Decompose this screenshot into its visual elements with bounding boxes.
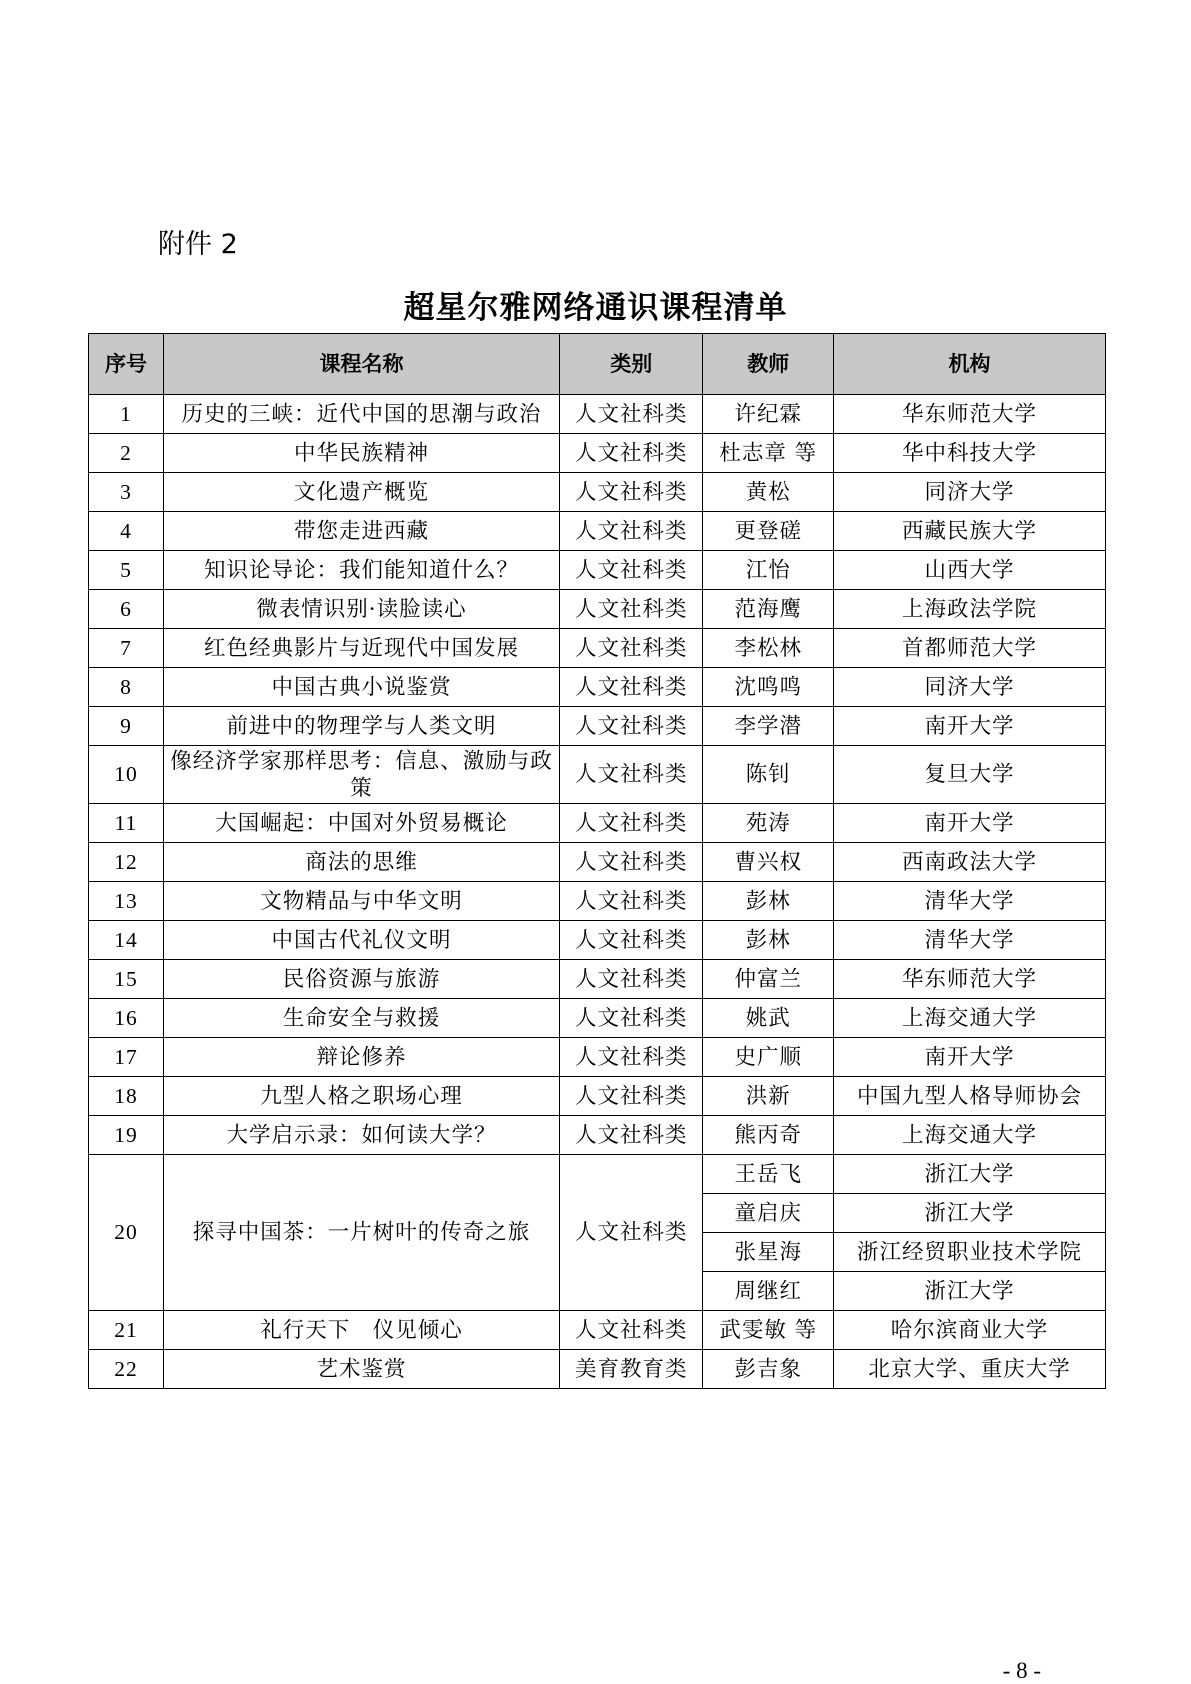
course-category: 人文社科类 bbox=[560, 1311, 703, 1350]
course-category: 人文社科类 bbox=[560, 473, 703, 512]
course-category: 人文社科类 bbox=[560, 804, 703, 843]
teacher-name: 彭吉象 bbox=[703, 1350, 834, 1389]
course-category: 人文社科类 bbox=[560, 668, 703, 707]
row-index: 21 bbox=[89, 1311, 164, 1350]
row-index: 12 bbox=[89, 843, 164, 882]
table-row bbox=[89, 746, 1106, 804]
course-category: 人文社科类 bbox=[560, 1116, 703, 1155]
course-name: 像经济学家那样思考：信息、激励与政策 bbox=[163, 746, 559, 804]
table-row bbox=[89, 804, 1106, 843]
table-row bbox=[89, 395, 1106, 434]
course-category: 人文社科类 bbox=[560, 921, 703, 960]
table-row bbox=[89, 1077, 1106, 1116]
teacher-name: 江怡 bbox=[703, 551, 834, 590]
institution-name: 清华大学 bbox=[834, 882, 1106, 921]
table-row bbox=[89, 882, 1106, 921]
table-body bbox=[89, 395, 1106, 1389]
course-category: 人文社科类 bbox=[560, 434, 703, 473]
course-name: 中国古代礼仪文明 bbox=[163, 921, 559, 960]
table-row bbox=[89, 512, 1106, 551]
course-name: 带您走进西藏 bbox=[163, 512, 559, 551]
table-row bbox=[89, 1155, 1106, 1194]
column-header-course: 课程名称 bbox=[163, 334, 559, 395]
column-header-institution: 机构 bbox=[834, 334, 1106, 395]
table-row bbox=[89, 1038, 1106, 1077]
teacher-name: 童启庆 bbox=[703, 1194, 834, 1233]
table-row bbox=[89, 999, 1106, 1038]
row-index: 7 bbox=[89, 629, 164, 668]
course-category: 人文社科类 bbox=[560, 1038, 703, 1077]
course-name: 探寻中国茶：一片树叶的传奇之旅 bbox=[163, 1155, 559, 1311]
row-index: 8 bbox=[89, 668, 164, 707]
teacher-name: 更登磋 bbox=[703, 512, 834, 551]
teacher-name: 周继红 bbox=[703, 1272, 834, 1311]
course-name: 中国古典小说鉴赏 bbox=[163, 668, 559, 707]
teacher-name: 姚武 bbox=[703, 999, 834, 1038]
row-index: 17 bbox=[89, 1038, 164, 1077]
teacher-name: 陈钊 bbox=[703, 746, 834, 804]
course-category: 人文社科类 bbox=[560, 590, 703, 629]
institution-name: 浙江大学 bbox=[834, 1194, 1106, 1233]
table-row bbox=[89, 668, 1106, 707]
attachment-label: 附件 2 bbox=[158, 229, 238, 260]
course-name: 商法的思维 bbox=[163, 843, 559, 882]
table-row bbox=[89, 434, 1106, 473]
course-name: 艺术鉴赏 bbox=[163, 1350, 559, 1389]
institution-name: 华中科技大学 bbox=[834, 434, 1106, 473]
table-row bbox=[89, 707, 1106, 746]
table-row bbox=[89, 960, 1106, 999]
course-name: 九型人格之职场心理 bbox=[163, 1077, 559, 1116]
institution-name: 浙江经贸职业技术学院 bbox=[834, 1233, 1106, 1272]
teacher-name: 李学潜 bbox=[703, 707, 834, 746]
row-index: 9 bbox=[89, 707, 164, 746]
row-index: 15 bbox=[89, 960, 164, 999]
institution-name: 复旦大学 bbox=[834, 746, 1106, 804]
row-index: 1 bbox=[89, 395, 164, 434]
row-index: 18 bbox=[89, 1077, 164, 1116]
teacher-name: 曹兴权 bbox=[703, 843, 834, 882]
row-index: 16 bbox=[89, 999, 164, 1038]
institution-name: 上海政法学院 bbox=[834, 590, 1106, 629]
row-index: 22 bbox=[89, 1350, 164, 1389]
teacher-name: 李松林 bbox=[703, 629, 834, 668]
course-category: 人文社科类 bbox=[560, 746, 703, 804]
institution-name: 南开大学 bbox=[834, 707, 1106, 746]
table-row bbox=[89, 551, 1106, 590]
course-category: 人文社科类 bbox=[560, 629, 703, 668]
institution-name: 首都师范大学 bbox=[834, 629, 1106, 668]
course-category: 人文社科类 bbox=[560, 395, 703, 434]
column-header-category: 类别 bbox=[560, 334, 703, 395]
course-name: 中华民族精神 bbox=[163, 434, 559, 473]
course-name: 微表情识别·读脸读心 bbox=[163, 590, 559, 629]
teacher-name: 史广顺 bbox=[703, 1038, 834, 1077]
course-name: 前进中的物理学与人类文明 bbox=[163, 707, 559, 746]
row-index: 2 bbox=[89, 434, 164, 473]
table-row bbox=[89, 1350, 1106, 1389]
table-row bbox=[89, 629, 1106, 668]
teacher-name: 黄松 bbox=[703, 473, 834, 512]
institution-name: 南开大学 bbox=[834, 804, 1106, 843]
course-name: 辩论修养 bbox=[163, 1038, 559, 1077]
course-category: 人文社科类 bbox=[560, 551, 703, 590]
course-category: 人文社科类 bbox=[560, 1077, 703, 1116]
table-row bbox=[89, 1311, 1106, 1350]
table-row bbox=[89, 590, 1106, 629]
row-index: 13 bbox=[89, 882, 164, 921]
teacher-name: 彭林 bbox=[703, 882, 834, 921]
course-category: 人文社科类 bbox=[560, 512, 703, 551]
institution-name: 西藏民族大学 bbox=[834, 512, 1106, 551]
course-name: 生命安全与救援 bbox=[163, 999, 559, 1038]
course-name: 大国崛起：中国对外贸易概论 bbox=[163, 804, 559, 843]
row-index: 5 bbox=[89, 551, 164, 590]
teacher-name: 武雯敏 等 bbox=[703, 1311, 834, 1350]
row-index: 6 bbox=[89, 590, 164, 629]
institution-name: 山西大学 bbox=[834, 551, 1106, 590]
institution-name: 华东师范大学 bbox=[834, 395, 1106, 434]
teacher-name: 仲富兰 bbox=[703, 960, 834, 999]
row-index: 3 bbox=[89, 473, 164, 512]
teacher-name: 许纪霖 bbox=[703, 395, 834, 434]
course-name: 历史的三峡：近代中国的思潮与政治 bbox=[163, 395, 559, 434]
institution-name: 哈尔滨商业大学 bbox=[834, 1311, 1106, 1350]
table-row bbox=[89, 1116, 1106, 1155]
course-name: 文化遗产概览 bbox=[163, 473, 559, 512]
row-index: 19 bbox=[89, 1116, 164, 1155]
course-category: 人文社科类 bbox=[560, 882, 703, 921]
teacher-name: 杜志章 等 bbox=[703, 434, 834, 473]
column-header-teacher: 教师 bbox=[703, 334, 834, 395]
course-name: 知识论导论：我们能知道什么？ bbox=[163, 551, 559, 590]
document-title: 超星尔雅网络通识课程清单 bbox=[403, 290, 788, 326]
institution-name: 浙江大学 bbox=[834, 1272, 1106, 1311]
teacher-name: 彭林 bbox=[703, 921, 834, 960]
table-header-row bbox=[89, 334, 1106, 395]
teacher-name: 沈鸣鸣 bbox=[703, 668, 834, 707]
page-number: - 8 - bbox=[1002, 1658, 1041, 1683]
teacher-name: 苑涛 bbox=[703, 804, 834, 843]
table-row bbox=[89, 843, 1106, 882]
course-category: 人文社科类 bbox=[560, 707, 703, 746]
institution-name: 南开大学 bbox=[834, 1038, 1106, 1077]
course-category: 人文社科类 bbox=[560, 999, 703, 1038]
course-category: 人文社科类 bbox=[560, 960, 703, 999]
institution-name: 西南政法大学 bbox=[834, 843, 1106, 882]
teacher-name: 王岳飞 bbox=[703, 1155, 834, 1194]
institution-name: 上海交通大学 bbox=[834, 1116, 1106, 1155]
course-name: 文物精品与中华文明 bbox=[163, 882, 559, 921]
teacher-name: 洪新 bbox=[703, 1077, 834, 1116]
row-index: 20 bbox=[89, 1155, 164, 1311]
course-table bbox=[88, 333, 1106, 1389]
institution-name: 华东师范大学 bbox=[834, 960, 1106, 999]
course-name: 红色经典影片与近现代中国发展 bbox=[163, 629, 559, 668]
institution-name: 清华大学 bbox=[834, 921, 1106, 960]
table-row bbox=[89, 921, 1106, 960]
row-index: 10 bbox=[89, 746, 164, 804]
course-category: 人文社科类 bbox=[560, 843, 703, 882]
course-category: 人文社科类 bbox=[560, 1155, 703, 1311]
institution-name: 浙江大学 bbox=[834, 1155, 1106, 1194]
institution-name: 北京大学、重庆大学 bbox=[834, 1350, 1106, 1389]
table-row bbox=[89, 473, 1106, 512]
course-name: 礼行天下 仪见倾心 bbox=[163, 1311, 559, 1350]
course-name: 大学启示录：如何读大学？ bbox=[163, 1116, 559, 1155]
teacher-name: 熊丙奇 bbox=[703, 1116, 834, 1155]
course-category: 美育教育类 bbox=[560, 1350, 703, 1389]
course-name: 民俗资源与旅游 bbox=[163, 960, 559, 999]
institution-name: 同济大学 bbox=[834, 473, 1106, 512]
row-index: 14 bbox=[89, 921, 164, 960]
institution-name: 同济大学 bbox=[834, 668, 1106, 707]
teacher-name: 范海鹰 bbox=[703, 590, 834, 629]
row-index: 4 bbox=[89, 512, 164, 551]
institution-name: 上海交通大学 bbox=[834, 999, 1106, 1038]
institution-name: 中国九型人格导师协会 bbox=[834, 1077, 1106, 1116]
teacher-name: 张星海 bbox=[703, 1233, 834, 1272]
column-header-index: 序号 bbox=[89, 334, 164, 395]
row-index: 11 bbox=[89, 804, 164, 843]
